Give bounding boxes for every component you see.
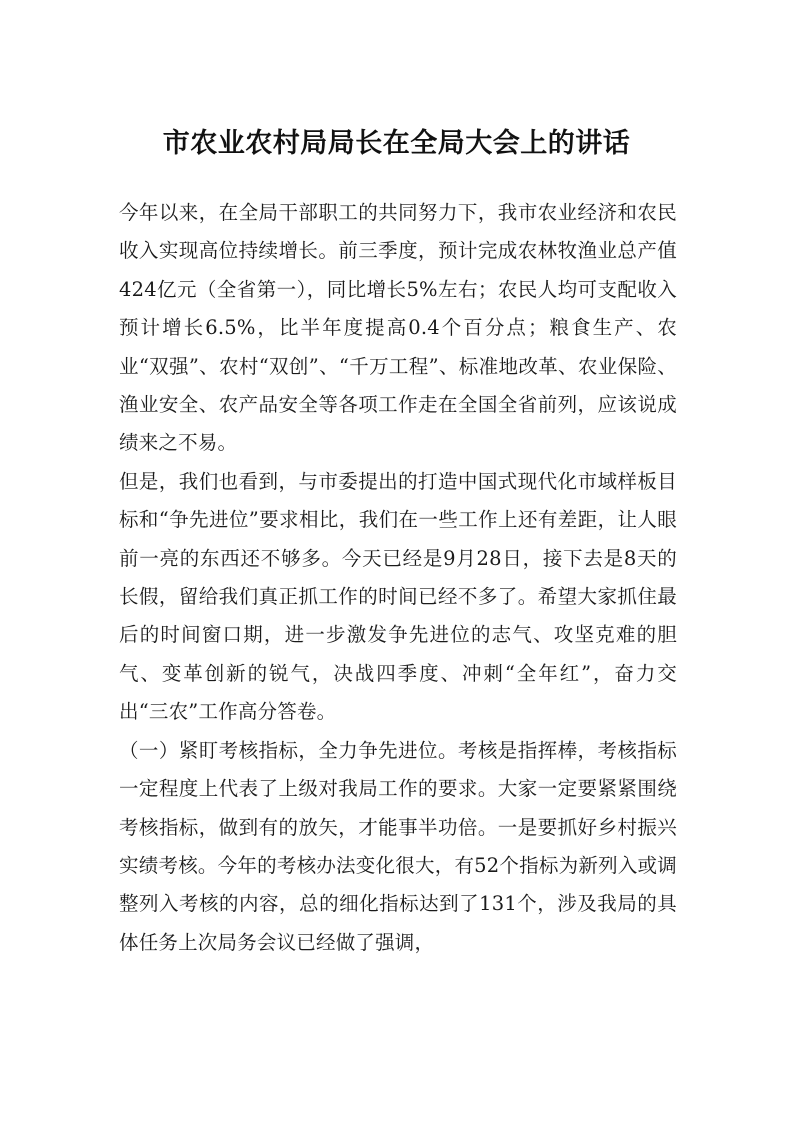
- paragraph-achievements: 今年以来，在全局干部职工的共同努力下，我市农业经济和农民收入实现高位持续增长。前三季度，预计完成农林牧渔业总产值424亿元（全省第一），同比增长5%左右；农民人均可支配收入预计增长6.5%，比半年度提高0.4个百分点；粮食生产、农业“双强”、农村“双创”、“千万工程”、标准地改革、农业保险、渔业安全、农产品安全等各项工作走在全国全省前列，应该说成绩来之不易。: [119, 201, 677, 455]
- document-title: 市农业农村局局长在全局大会上的讲话: [162, 128, 631, 159]
- document-body: [119, 194, 677, 962]
- paragraph-assessment: （一）紧盯考核指标，全力争先进位。考核是指挥棒，考核指标一定程度上代表了上级对我局工作的要求。大家一定要紧紧围绕考核指标，做到有的放矢，才能事半功倍。一是要抓好乡村振兴实绩考核。今年的考核办法变化很大，有52个指标为新列入或调整列入考核的内容，总的细化指标达到了131个，涉及我局的具体任务上次局务会议已经做了强调，: [119, 738, 677, 954]
- paragraph-gaps: 但是，我们也看到，与市委提出的打造中国式现代化市域样板目标和“争先进位”要求相比，我们在一些工作上还有差距，让人眼前一亮的东西还不够多。今天已经是9月28日，接下去是8天的长假，留给我们真正抓工作的时间已经不多了。希望大家抓住最后的时间窗口期，进一步激发争先进位的志气、攻坚克难的胆气、变革创新的锐气，决战四季度、冲刺“全年红”，奋力交出“三农”工作高分答卷。: [119, 469, 677, 724]
